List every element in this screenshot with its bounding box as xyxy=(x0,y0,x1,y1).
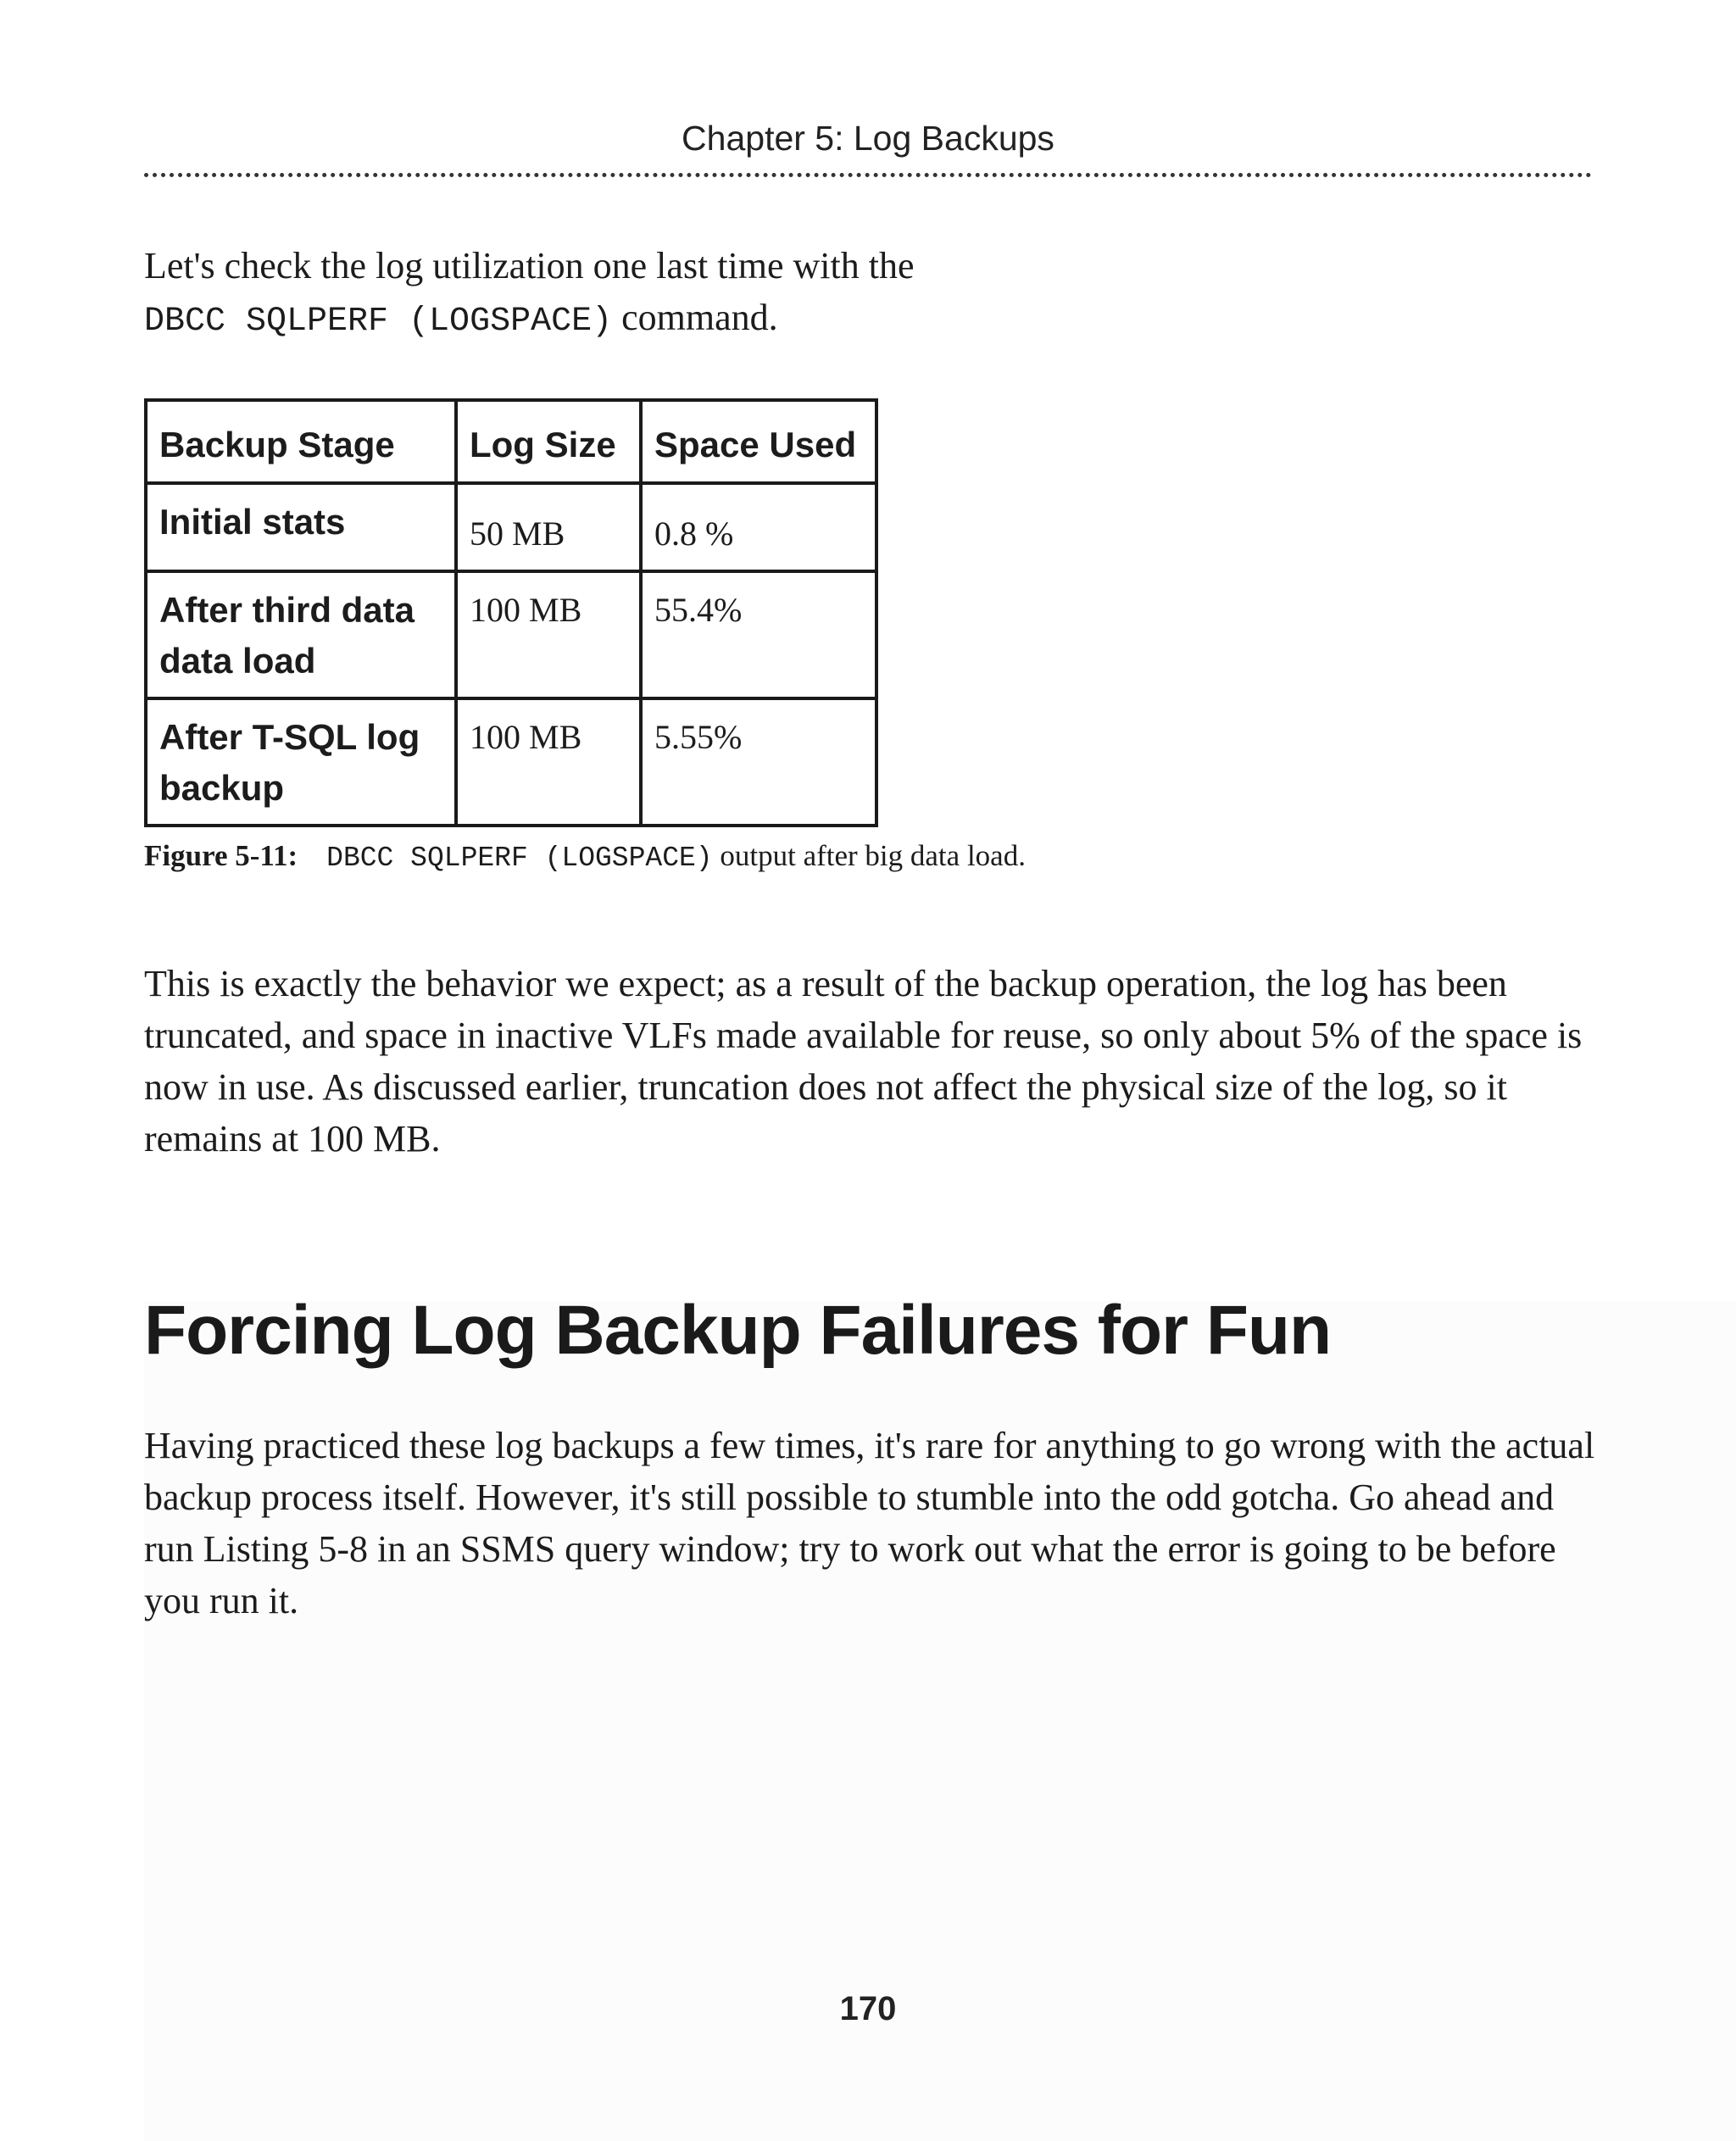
table-row xyxy=(146,483,876,571)
header-divider xyxy=(144,173,1592,177)
figure-text: output after big data load. xyxy=(712,839,1026,872)
backup-stage-cell: After third data data load xyxy=(146,571,456,698)
section-heading: Forcing Log Backup Failures for Fun xyxy=(144,1292,1332,1369)
log-space-table xyxy=(144,398,878,827)
running-header: Chapter 5: Log Backups xyxy=(682,119,1054,158)
figure-command: DBCC SQLPERF (LOGSPACE) xyxy=(326,842,713,874)
intro-command: DBCC SQLPERF (LOGSPACE) xyxy=(144,303,613,341)
table-header-row xyxy=(146,400,876,483)
log-size-cell: 50 MB xyxy=(456,483,641,571)
intro-text-end: command. xyxy=(612,297,778,338)
log-size-cell: 100 MB xyxy=(456,698,641,826)
backup-stage-cell: Initial stats xyxy=(146,483,456,571)
table-row xyxy=(146,698,876,826)
column-header: Log Size xyxy=(456,400,641,483)
space-used-cell: 55.4% xyxy=(641,571,876,698)
backup-stage-cell: After T-SQL log backup xyxy=(146,698,456,826)
intro-paragraph xyxy=(144,240,992,348)
figure-label: Figure 5-11: xyxy=(144,839,298,872)
table-row xyxy=(146,571,876,698)
space-used-cell: 5.55% xyxy=(641,698,876,826)
figure-caption xyxy=(144,839,1026,874)
body-paragraph: This is exactly the behavior we expect; as a result of the backup operation, the log has been truncated, and space in inactive VLFs made available for reuse, so only about 5% of the space is now in use. As discussed earlier, truncation does not affect the physical size of the log, so it remains at 100 MB. xyxy=(144,963,1583,1159)
intro-text: Let's check the log utilization one last time with the xyxy=(144,245,915,286)
column-header: Backup Stage xyxy=(146,400,456,483)
section-paragraph: Having practiced these log backups a few times, it's rare for anything to go wrong with the actual backup process itself. However, it's still possible to stumble into the odd gotcha. Go ahead and run Listing 5-8 in an SSMS query window; try to work out what the error is going to be before you run it. xyxy=(144,1425,1595,1621)
page-number: 170 xyxy=(839,1990,897,2027)
column-header: Space Used xyxy=(641,400,876,483)
log-size-cell: 100 MB xyxy=(456,571,641,698)
space-used-cell: 0.8 % xyxy=(641,483,876,571)
